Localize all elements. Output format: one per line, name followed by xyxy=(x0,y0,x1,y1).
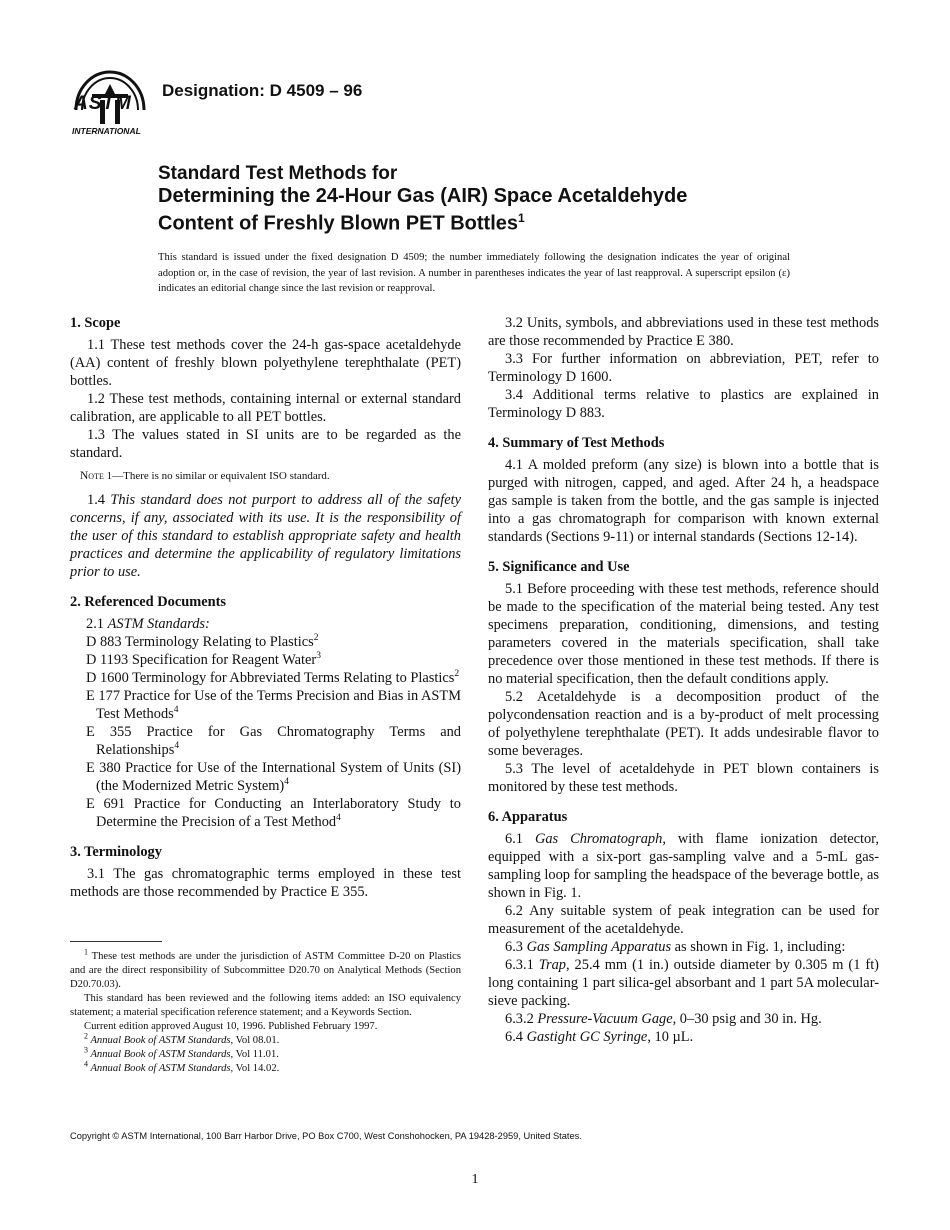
logo-subtext: INTERNATIONAL xyxy=(72,126,141,136)
copyright-notice: Copyright © ASTM International, 100 Barr Harbor Drive, PO Box C700, West Conshohocken, PA 19428-2959, United States. xyxy=(70,1131,582,1141)
designation: Designation: D 4509 – 96 xyxy=(162,81,363,100)
paragraph-3-3: 3.3 For further information on abbreviation, PET, refer to Terminology D 1600. xyxy=(488,351,879,385)
paragraph-6-3-1: 6.3.1 Trap, 25.4 mm (1 in.) outside diameter by 0.305 m (1 ft) long containing 1 part silica-gel absorbant and 1 part 5A molecular-sieve packing. xyxy=(488,957,879,1009)
paragraph-1-4: 1.4 This standard does not purport to address all of the safety concerns, if any, associated with its use. It is the responsibility of the user of this standard to establish appropriate safety and health practices and determine the applicability of regulatory limitations prior to use. xyxy=(70,492,461,580)
paragraph-6-1: 6.1 Gas Chromatograph, with flame ionization detector, equipped with a six-port gas-sampling valve and a 5-mL gas-sampling loop for sampling the headspace of the beverage bottle, as shown in Fig. 1. xyxy=(488,831,879,901)
page-number: 1 xyxy=(471,1172,479,1187)
title-line-3: Content of Freshly Blown PET Bottles$^1$ xyxy=(158,211,525,235)
section-heading-referenced-documents: 2. Referenced Documents xyxy=(70,594,226,610)
note-label: Note xyxy=(80,470,104,482)
logo-text: ASTM xyxy=(74,93,132,114)
reference-item: D 1193 Specification for Reagent Water$^3$ xyxy=(86,651,321,668)
paragraph-2-1: 2.1 ASTM Standards: xyxy=(86,616,210,632)
paragraph-3-4: 3.4 Additional terms relative to plastics are explained in Terminology D 883. xyxy=(488,387,879,421)
paragraph-1-3: 1.3 The values stated in SI units are to be regarded as the standard. xyxy=(70,427,461,461)
reference-item: D 1600 Terminology for Abbreviated Terms Relating to Plastics$^2$ xyxy=(86,669,460,686)
section-heading-terminology: 3. Terminology xyxy=(70,844,162,860)
section-heading-scope: 1. Scope xyxy=(70,315,121,331)
reference-item: E 355 Practice for Gas Chromatography Terms and Relationships$^4$ xyxy=(86,724,461,758)
footnotes xyxy=(70,947,461,1076)
footnote-1-edition: Current edition approved August 10, 1996. Published February 1997. xyxy=(84,1021,378,1032)
paragraph-1-2: 1.2 These test methods, containing internal or external standard calibration, are applicable to all PET bottles. xyxy=(70,391,461,425)
paragraph-6-3: 6.3 Gas Sampling Apparatus as shown in Fig. 1, including: xyxy=(505,939,846,955)
note-1 xyxy=(80,469,461,484)
safety-caveat: This standard does not purport to address all of the safety concerns, if any, associated with its use. It is the responsibility of the user of this standard to establish appropriate safety and health practices and determine the applicability of regulatory limitations prior to use. xyxy=(70,492,461,580)
footnote-divider xyxy=(70,941,162,942)
reference-item: E 177 Practice for Use of the Terms Precision and Bias in ASTM Test Methods$^4$ xyxy=(86,688,461,722)
reference-item: D 883 Terminology Relating to Plastics$^2$ xyxy=(86,633,319,650)
footnote-1-review: This standard has been reviewed and the following items added: an ISO equivalency statement; a material specification reference statement; and a Keywords Section. xyxy=(70,993,461,1018)
paragraph-3-1: 3.1 The gas chromatographic terms employed in these test methods are those recommended by Practice E 355. xyxy=(70,866,461,900)
astm-logo xyxy=(70,66,150,138)
reference-item: E 691 Practice for Conducting an Interlaboratory Study to Determine the Precision of a Test Method$^4$ xyxy=(86,796,461,830)
title-line-1: Standard Test Methods for xyxy=(158,163,398,184)
note-text: 1—There is no similar or equivalent ISO standard. xyxy=(103,470,330,482)
paragraph-6-3-2: 6.3.2 Pressure-Vacuum Gage, 0–30 psig and 30 in. Hg. xyxy=(505,1011,822,1027)
paragraph-6-4: 6.4 Gastight GC Syringe, 10 µL. xyxy=(505,1029,694,1045)
paragraph-1-1: 1.1 These test methods cover the 24-h gas-space acetaldehyde (AA) content of freshly blown polyethylene terephthalate (PET) bottles. xyxy=(70,337,461,389)
paragraph-3-2: 3.2 Units, symbols, and abbreviations used in these test methods are those recommended by Practice E 380. xyxy=(488,315,879,349)
reference-item: E 380 Practice for Use of the International System of Units (SI) (the Modernized Metric System)$^4$ xyxy=(86,760,461,794)
section-heading-apparatus: 6. Apparatus xyxy=(488,809,568,825)
section-heading-summary: 4. Summary of Test Methods xyxy=(488,435,665,451)
document-title xyxy=(158,163,858,235)
issuance-statement: This standard is issued under the fixed designation D 4509; the number immediately following the designation indicates the year of original adoption or, in the case of revision, the year of last revision. A number in parentheses indicates the year of last reapproval. A superscript epsilon (ε) indicates an editorial change since the last revision or reapproval. xyxy=(158,252,790,294)
footnote-3: $^3$ Annual Book of ASTM Standards, Vol 11.01. xyxy=(84,1045,279,1060)
paragraph-5-2: 5.2 Acetaldehyde is a decomposition product of the polycondensation reaction and is a by-product of melt processing of polyethylene terephthalate (PET). It adds undesirable flavor to some beverages. xyxy=(488,689,879,759)
footnote-2: $^2$ Annual Book of ASTM Standards, Vol 08.01. xyxy=(84,1031,280,1046)
section-heading-significance: 5. Significance and Use xyxy=(488,559,630,575)
paragraph-6-2: 6.2 Any suitable system of peak integration can be used for measurement of the acetaldehyde. xyxy=(488,903,879,937)
footnote-4: $^4$ Annual Book of ASTM Standards, Vol 14.02. xyxy=(84,1059,280,1074)
title-footnote-mark: 1 xyxy=(518,211,525,225)
footnote-1: $^1$ These test methods are under the jurisdiction of ASTM Committee D-20 on Plastics and are the direct responsibility of Subcommittee D20.70 on Analytical Methods (Section D20.70.03). xyxy=(70,947,461,990)
title-line-2: Determining the 24-Hour Gas (AIR) Space Acetaldehyde xyxy=(158,185,688,207)
left-column xyxy=(70,314,461,901)
paragraph-4-1: 4.1 A molded preform (any size) is blown into a bottle that is purged with nitrogen, capped, and aged. After 24 h, a headspace gas sample is taken from the bottle, and the gas sample is injected into a gas chromatograph for comparison with known external standards (Sections 9-11) or internal standards (Sections 12-14). xyxy=(488,457,879,545)
paragraph-5-1: 5.1 Before proceeding with these test methods, reference should be made to the specification of the material being tested. Any test specimens preparation, conditioning, dimensions, and testing parameters covered in the materials specification, shall take precedence over those mentioned in these test methods. If there is no material specification, then the default conditions apply. xyxy=(488,581,879,687)
paragraph-5-3: 5.3 The level of acetaldehyde in PET blown containers is monitored by these test methods. xyxy=(488,761,879,795)
right-column xyxy=(488,314,879,1046)
